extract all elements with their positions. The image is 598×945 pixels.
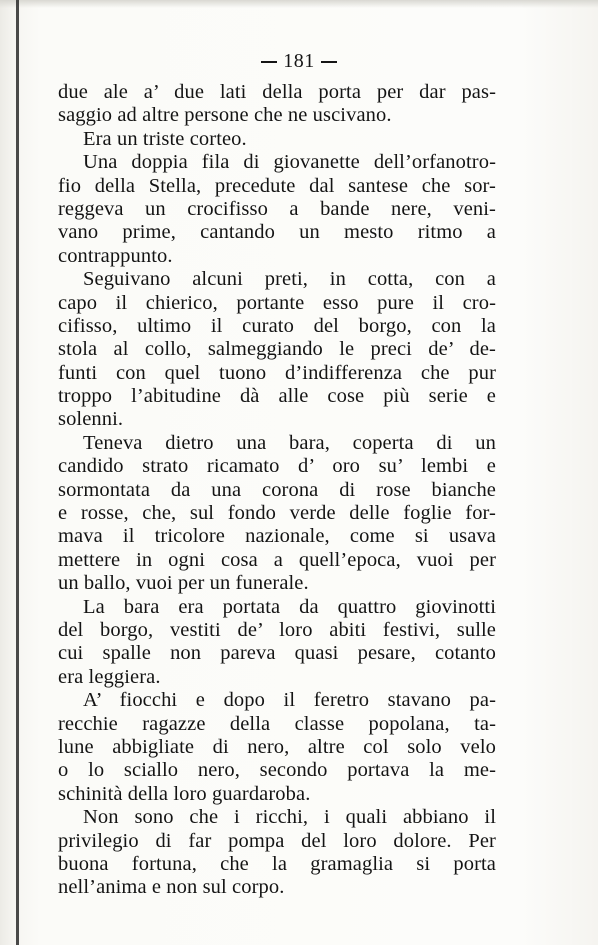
text-line: lune abbigliate di nero, altre col solo velo xyxy=(58,735,496,758)
text-line: fio della Stella, precedute dal santese che sor- xyxy=(58,174,496,197)
text-line: contrappunto. xyxy=(58,244,173,267)
text-line: troppo l’abitudine dà alle cose più serie e xyxy=(58,385,496,408)
text-line: mettere in ogni cosa a quell’epoca, vuoi per xyxy=(58,548,496,571)
text-line: saggio ad altre persone che ne uscivano. xyxy=(58,104,392,127)
text-line: privilegio di far pompa del loro dolore. Per xyxy=(58,829,496,852)
text-line: Seguivano alcuni preti, in cotta, con a xyxy=(83,268,496,291)
text-line: cui spalle non pareva quasi pesare, cotanto xyxy=(58,642,496,665)
text-line: cifisso, ultimo il curato del borgo, con la xyxy=(58,314,496,337)
text-line: La bara era portata da quattro giovinotti xyxy=(83,595,496,618)
text-line: del borgo, vestiti de’ loro abiti festivi, sulle xyxy=(58,618,496,641)
text-line: solenni. xyxy=(58,408,124,431)
text-line: candido strato ricamato d’ oro su’ lembi e xyxy=(58,455,496,478)
text-line: recchie ragazze della classe popolana, ta- xyxy=(58,712,496,735)
text-line: e rosse, che, sul fondo verde delle foglie for- xyxy=(58,502,496,525)
text-line: buona fortuna, che la gramaglia si porta xyxy=(58,852,496,875)
page-top-shadow xyxy=(0,0,598,8)
text-line: Una doppia fila di giovanette dell’orfanotro- xyxy=(83,151,496,174)
text-line: reggeva un crocifisso a bande nere, veni- xyxy=(58,197,496,220)
text-line: capo il chierico, portante esso pure il cro- xyxy=(58,291,496,314)
text-line: era leggiera. xyxy=(58,665,161,688)
body-text xyxy=(58,81,496,900)
text-line: funti con quel tuono d’indifferenza che pur xyxy=(58,361,496,384)
text-line: stola al collo, salmeggiando le preci de’ de- xyxy=(58,338,496,361)
page-number-right-dash xyxy=(321,61,337,63)
page-number xyxy=(0,50,598,73)
text-line: mava il tricolore nazionale, come si usava xyxy=(58,525,496,548)
page-number-value: 181 xyxy=(283,50,315,72)
text-line: vano prime, cantando un mesto ritmo a xyxy=(58,221,496,244)
text-line: due ale a’ due lati della porta per dar pas- xyxy=(58,81,496,103)
text-line: un ballo, vuoi per un funerale. xyxy=(58,572,309,595)
text-line: A’ fiocchi e dopo il feretro stavano pa- xyxy=(83,689,496,712)
text-line: sormontata da una corona di rose bianche xyxy=(58,478,496,501)
text-line: nell’anima e non sul corpo. xyxy=(58,876,285,899)
text-line: Era un triste corteo. xyxy=(83,127,247,150)
text-line: Teneva dietro una bara, coperta di un xyxy=(83,431,496,454)
text-line: schinità della loro guardaroba. xyxy=(58,782,311,805)
text-line: o lo sciallo nero, secondo portava la me- xyxy=(58,759,496,782)
text-line: Non sono che i ricchi, i quali abbiano il xyxy=(83,806,496,829)
binding-gutter-line xyxy=(16,0,19,945)
page-number-left-dash xyxy=(261,61,277,63)
